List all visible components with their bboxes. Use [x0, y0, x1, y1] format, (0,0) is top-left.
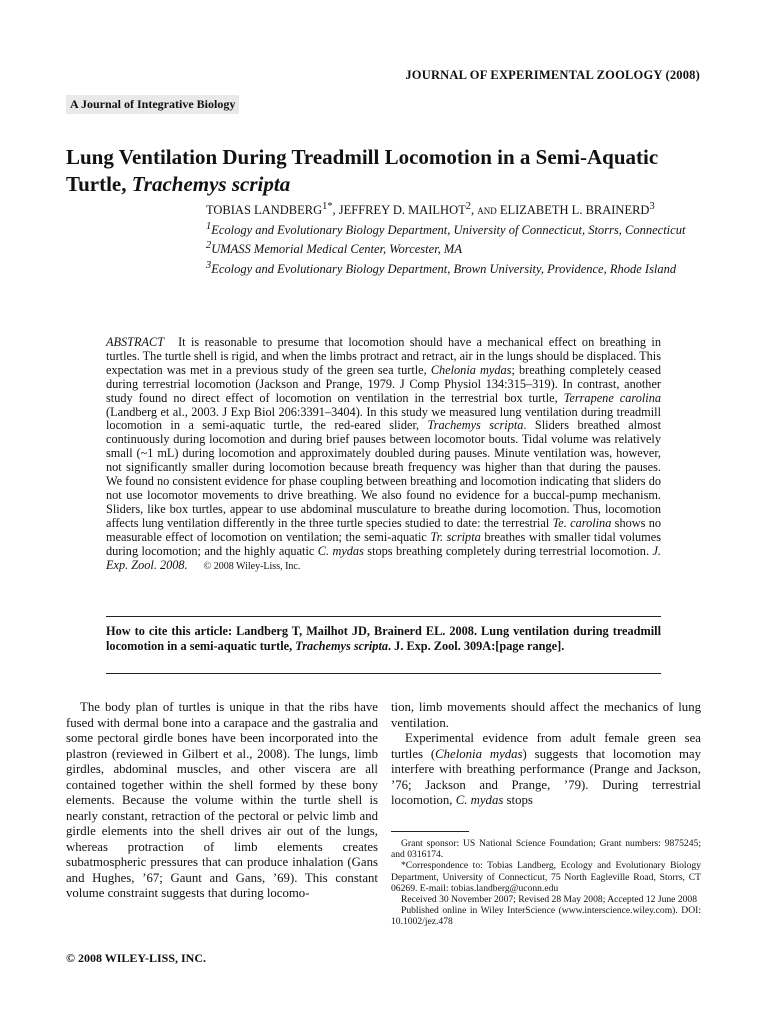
body-text-a: Experimental evidence from adult female green sea turtles (: [391, 731, 701, 761]
body-species-1: Chelonia mydas: [435, 746, 523, 761]
abstract-text-1: It is reasonable to presume that locomotion should have a mechanical effect on breathing in turtles. The turtle shell is rigid, and when the limbs protract and retract, air in the lungs should be displaced. This expectation was met in a previous study of the green sea turtle,: [106, 335, 661, 377]
affiliation-3-text: Ecology and Evolutionary Biology Department, Brown University, Providence, Rhode Island: [211, 262, 677, 277]
affiliation-3-mark: 3: [206, 259, 212, 271]
abstract-species-3: Trachemys scripta: [427, 418, 524, 433]
footnote-rule: [391, 831, 469, 832]
footer-copyright: © 2008 WILEY-LISS, INC.: [66, 951, 207, 965]
abstract-text-4: . Sliders breathed almost continuously during locomotion and during brief pauses between locomotor bouts. Tidal volume was relatively small (~1 mL) during locomotion and approximately doubled during pauses. Minute ventilation was, however, not significantly smaller during locomotion because breath frequency was higher than that during the pauses. We found no consistent evidence for phase coupling between breathing and locomotion indicating that sliders do not use locomotor movements to drive breathing. We also found no evidence for a buccal-pump mechanism. Sliders, like box turtles, appear to use abdominal musculature to breathe during locomotion. Thus, locomotion affects lung ventilation differently in the three turtle species studied to date: the terrestrial: [106, 418, 662, 530]
body-text-c: stops: [503, 793, 533, 807]
affiliation-2: [206, 238, 706, 258]
body-column-right: [391, 700, 701, 809]
author-1: TOBIAS LANDBERG: [206, 203, 323, 218]
affiliation-2-mark: 2: [206, 240, 212, 252]
abstract-species-5: Tr. scripta: [430, 529, 481, 544]
body-paragraph: The body plan of turtles is unique in that the ribs have fused with dermal bone into a carapace and the gastralia and some pectoral girdle bones have been incorporated into the plastron (reviewed in Gilbert et al., 2008). The lungs, limb girdles, abdominal muscles, and other viscera are all contained together within the shell formed by these bony elements. Because the volume within the turtle shell is nearly constant, retraction of the pectoral or pelvic limb and girdle elements into the shell drives air out of the lungs, whereas protraction of limb elements creates subatmospheric pressures that can produce inhalation (Gans and Hughes, ’67; Gaunt and Gans, ’69). This constant volume constraint suggests that during locomo-: [66, 700, 378, 900]
title-species: Trachemys scripta: [131, 172, 291, 196]
abstract-species-6: C. mydas: [317, 543, 364, 558]
abstract-citation: J. Exp. Zool. 2008.: [106, 543, 661, 572]
article-title: [66, 144, 706, 198]
abstract-species-4: Te. carolina: [552, 515, 612, 530]
footnotes: [391, 838, 701, 928]
affiliation-1-mark: 1: [206, 220, 212, 232]
abstract-text-5: shows no measurable effect of locomotion on ventilation; the semi-aquatic: [106, 515, 662, 544]
author-1-affil: 1*: [322, 201, 333, 212]
body-paragraph-2: [391, 731, 701, 809]
affiliation-3: [206, 258, 706, 278]
abstract-copyright: © 2008 Wiley-Liss, Inc.: [203, 560, 301, 572]
body-column-left: [66, 700, 378, 902]
abstract: [106, 336, 661, 573]
affiliation-1-text: Ecology and Evolutionary Biology Department, University of Connecticut, Storrs, Connecticut: [211, 222, 686, 237]
abstract-text-2: ; breathing completely ceased during terrestrial locomotion (Jackson and Prange, 1979. J Comp Physiol 134:315–319). In contrast, another study found no direct effect of locomotion on ventilation in the terrestrial box turtle,: [106, 362, 662, 405]
author-2: , JEFFREY D. MAILHOT: [332, 203, 466, 218]
author-list: [206, 199, 706, 219]
footnote-published: Published online in Wiley InterScience (www.interscience.wiley.com). DOI: 10.1002/jez.478: [391, 905, 701, 928]
body-species-2: C. mydas: [455, 793, 504, 807]
abstract-text-7: stops breathing completely during terrestrial locomotion.: [363, 543, 653, 558]
journal-name: JOURNAL OF EXPERIMENTAL ZOOLOGY (2008): [405, 68, 700, 82]
abstract-label: ABSTRACT: [106, 335, 165, 349]
author-and: , and: [470, 203, 500, 218]
abstract-text-6: breathes with smaller tidal volumes during locomotion; and the highly aquatic: [106, 529, 661, 558]
footnote-grant: Grant sponsor: US National Science Foundation; Grant numbers: 9875245; and 0316174.: [391, 838, 701, 861]
abstract-species-1: Chelonia mydas: [430, 362, 512, 377]
cite-bottom-rule: [106, 673, 661, 674]
abstract-species-2: Terrapene carolina: [563, 390, 661, 405]
author-2-affil: 2: [465, 201, 471, 212]
cite-text-2: . J. Exp. Zool. 309A:[page range].: [388, 638, 565, 653]
journal-tagline: A Journal of Integrative Biology: [66, 95, 239, 114]
body-paragraph-continued: tion, limb movements should affect the mechanics of lung ventilation.: [391, 700, 701, 730]
affiliation-1: [206, 219, 706, 239]
affiliation-2-text: UMASS Memorial Medical Center, Worcester, MA: [211, 242, 462, 257]
author-3: ELIZABETH L. BRAINERD: [499, 203, 650, 218]
cite-top-rule: [106, 616, 661, 617]
title-main: Lung Ventilation During Treadmill Locomotion in a Semi-Aquatic Turtle,: [66, 145, 659, 196]
author-3-affil: 3: [649, 201, 655, 212]
footnote-received: Received 30 November 2007; Revised 28 May 2008; Accepted 12 June 2008: [401, 894, 698, 906]
body-text-b: ) suggests that locomotion may interfere with breathing performance (Prange and Jackson, ’76; Jackson and Prange, ’79). During terrestrial locomotion,: [391, 746, 701, 807]
abstract-text-3: (Landberg et al., 2003. J Exp Biol 206:3391–3404). In this study we measured lung ventilation during treadmill locomotion in a semi-aquatic turtle, the red-eared slider,: [106, 404, 661, 433]
cite-text-1: How to cite this article: Landberg T, Mailhot JD, Brainerd EL. 2008. Lung ventilation during treadmill locomotion in a semi-aquatic turtle,: [106, 624, 661, 653]
author-block: [206, 199, 706, 278]
footnote-correspondence: *Correspondence to: Tobias Landberg, Ecology and Evolutionary Biology Department, University of Connecticut, 75 North Eagleville Road, Storrs, CT 06269. E-mail: tobias.landberg@uconn.edu: [391, 860, 701, 894]
how-to-cite: [106, 624, 661, 653]
cite-species: Trachemys scripta: [295, 638, 389, 653]
